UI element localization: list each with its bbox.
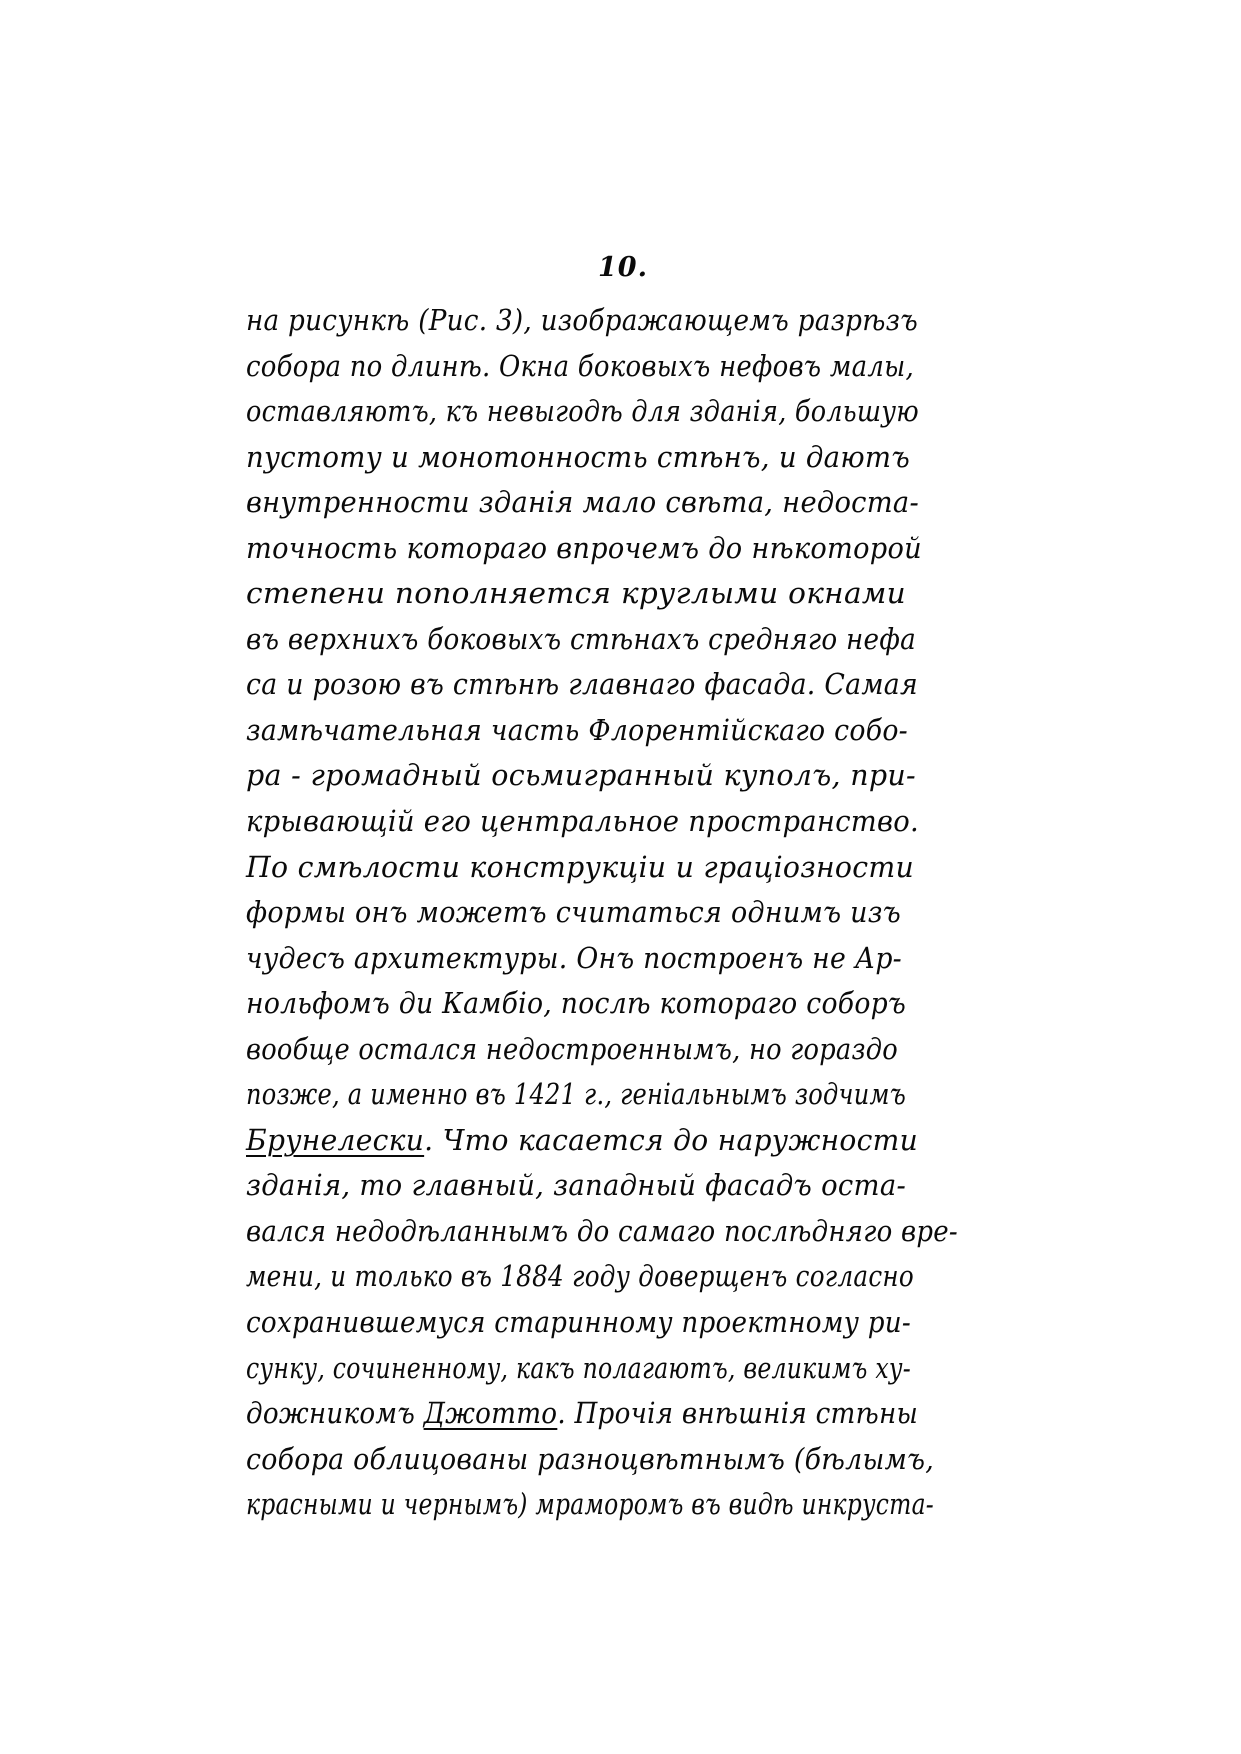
text-line <box>246 799 972 845</box>
text-segment: точность котораго впрочемъ до нѣкоторой <box>246 530 922 565</box>
text-segment: внутренности зданія мало свѣта, недоста- <box>246 485 919 520</box>
text-segment: красными и чернымъ) мраморомъ въ видѣ инкруста- <box>246 1487 934 1522</box>
text-segment: дожникомъ <box>246 1396 424 1431</box>
underlined-name: Джотто <box>423 1396 558 1431</box>
text-segment: По смѣлости конструкціи и граціозности <box>246 849 914 884</box>
text-segment: чудесъ архитектуры. Онъ построенъ не Ар- <box>246 940 902 975</box>
text-line <box>246 1118 992 1164</box>
text-segment: формы онъ можетъ считаться однимъ изъ <box>246 895 902 930</box>
text-segment: крывающій его центральное пространство. <box>246 804 919 839</box>
text-line <box>246 890 961 936</box>
text-line <box>246 1254 914 1300</box>
text-line <box>246 1346 911 1392</box>
handwritten-text-block <box>246 298 1016 1528</box>
text-segment: . Прочія внѣшнія стѣны <box>557 1396 919 1431</box>
text-segment: са и розою въ стѣнѣ главнаго фасада. Самая <box>246 667 918 702</box>
text-segment: . Что касается до наружности <box>424 1122 919 1157</box>
text-segment: вался недодѣланнымъ до самаго послѣдняго вре- <box>246 1213 958 1248</box>
text-line <box>246 480 971 526</box>
text-line <box>246 981 954 1027</box>
text-line <box>246 1163 974 1209</box>
text-line <box>246 617 941 663</box>
text-line <box>246 845 997 891</box>
text-segment: сохранившемуся старинному проектному ри- <box>246 1305 912 1340</box>
underlined-name: Брунелески <box>246 1122 425 1157</box>
text-segment: оставляютъ, къ невыгодѣ для зданія, большую <box>246 394 919 429</box>
text-line <box>246 571 1030 617</box>
text-line <box>246 1437 957 1483</box>
text-segment: позже, а именно въ 1421 г., геніальнымъ зодчимъ <box>246 1077 906 1112</box>
text-segment: замѣчательная часть Флорентійскаго собо- <box>246 712 908 747</box>
text-line <box>246 662 956 708</box>
text-line <box>246 753 1003 799</box>
text-segment: въ верхнихъ боковыхъ стѣнахъ средняго нефа <box>246 621 916 656</box>
text-segment: нольфомъ ди Камбіо, послѣ котораго соборъ <box>246 986 907 1021</box>
text-line <box>246 936 954 982</box>
text-line <box>246 1072 906 1118</box>
text-line <box>246 1300 941 1346</box>
text-segment: степени пополняется круглыми окнами <box>246 576 907 611</box>
text-line <box>246 298 942 344</box>
text-segment: мени, и только въ 1884 году доверщенъ согласно <box>246 1259 914 1294</box>
text-segment: зданія, то главный, западный фасадъ оста- <box>246 1168 907 1203</box>
text-line <box>246 526 968 572</box>
text-segment: сунку, сочиненному, какъ полагаютъ, великимъ ху- <box>246 1350 911 1385</box>
text-segment: ра - громадный осьмигранный куполъ, при- <box>246 758 916 793</box>
page-number: 10. <box>598 252 648 283</box>
text-line <box>246 708 955 754</box>
text-line <box>246 1391 940 1437</box>
text-segment: пустоту и монотонность стѣнъ, и даютъ <box>246 439 910 474</box>
text-segment: на рисункѣ (Рис. 3), изображающемъ разрѣзъ <box>246 303 918 337</box>
text-segment: собора по длинѣ. Окна боковыхъ нефовъ малы, <box>246 348 914 383</box>
text-segment: вообще остался недостроеннымъ, но гораздо <box>246 1031 899 1066</box>
text-line <box>246 389 922 435</box>
text-line <box>246 344 934 390</box>
text-segment: собора облицованы разноцвѣтнымъ (бѣлымъ, <box>246 1441 934 1476</box>
text-line <box>246 1027 927 1073</box>
text-line <box>246 435 978 481</box>
text-line <box>246 1209 958 1255</box>
text-line <box>246 1482 934 1528</box>
